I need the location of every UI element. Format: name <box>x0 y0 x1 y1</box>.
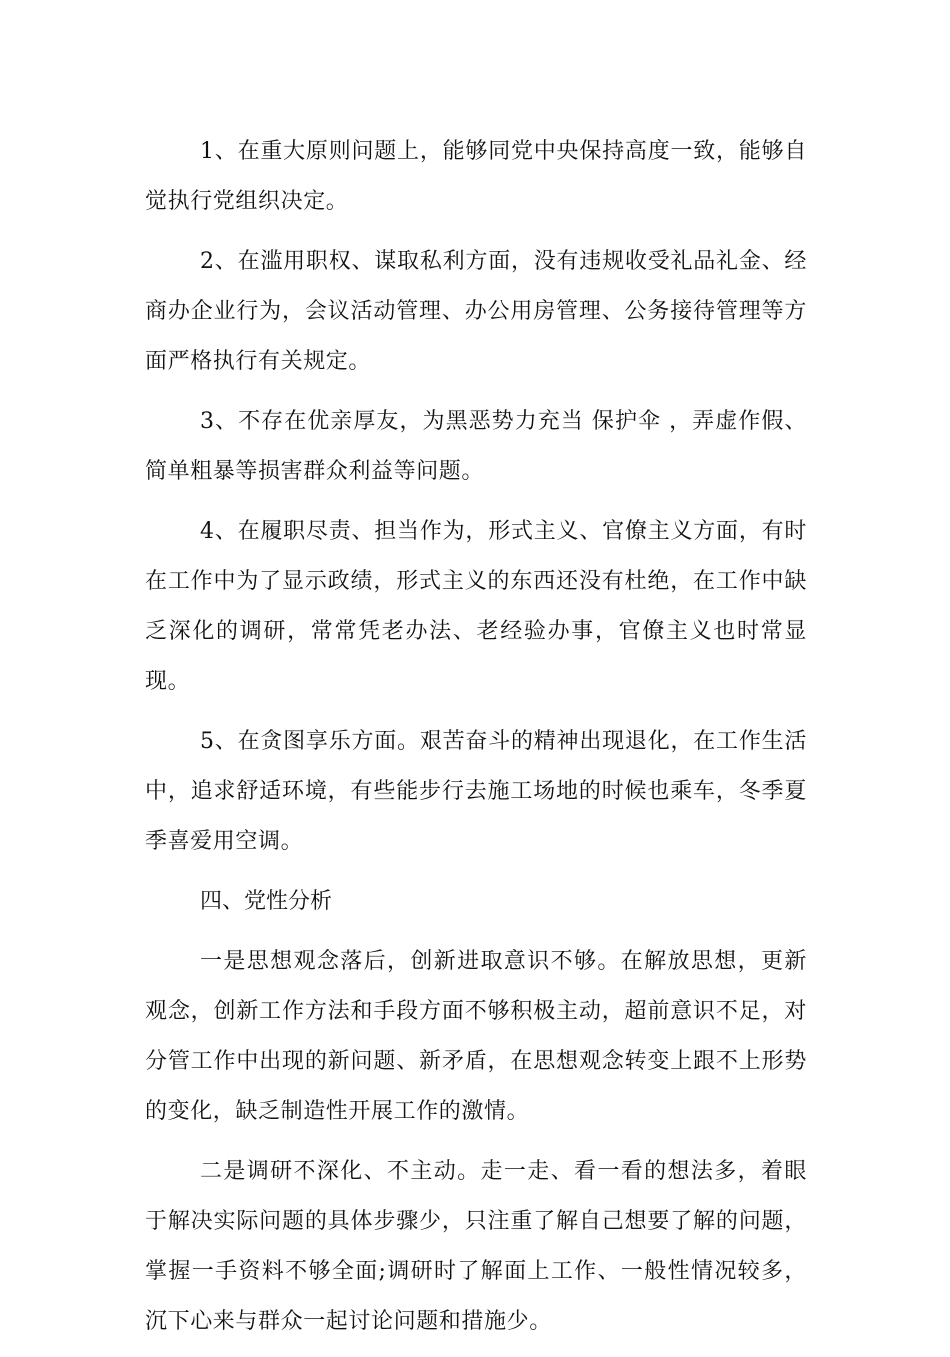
section-heading: 四、党性分析 <box>200 889 333 914</box>
document-body <box>145 127 807 1357</box>
paragraph-item-2: 2、在滥用职权、谋取私利方面，没有违规收受礼品礼金、经商办企业行为，会议活动管理、办公用房管理、公务接待管理等方面严格执行有关规定。 <box>145 249 807 374</box>
paragraph-item-1: 1、在重大原则问题上，能够同党中央保持高度一致，能够自觉执行党组织决定。 <box>145 139 807 214</box>
paragraph-item-4: 4、在履职尽责、担当作为，形式主义、官僚主义方面，有时在工作中为了显示政绩，形式主义的东西还没有杜绝，在工作中缺乏深化的调研，常常凭老办法、老经验办事，官僚主义也时常显现。 <box>145 519 807 694</box>
analysis-paragraph-1: 一是思想观念落后，创新进取意识不够。在解放思想，更新观念，创新工作方法和手段方面不够积极主动，超前意识不足，对分管工作中出现的新问题、新矛盾，在思想观念转变上跟不上形势的变化，缺乏制造性开展工作的激情。 <box>145 949 807 1124</box>
paragraph-item-3: 3、不存在优亲厚友，为黑恶势力充当 保护伞 ，弄虚作假、简单粗暴等损害群众利益等问题。 <box>145 409 807 484</box>
paragraph-item-5: 5、在贪图享乐方面。艰苦奋斗的精神出现退化，在工作生活中，追求舒适环境，有些能步行去施工场地的时候也乘车，冬季夏季喜爱用空调。 <box>145 729 807 854</box>
analysis-paragraph-2: 二是调研不深化、不主动。走一走、看一看的想法多，着眼于解决实际问题的具体步骤少，只注重了解自己想要了解的问题，掌握一手资料不够全面;调研时了解面上工作、一般性情况较多，沉下心来与群众一起讨论问题和措施少。 <box>145 1159 807 1334</box>
